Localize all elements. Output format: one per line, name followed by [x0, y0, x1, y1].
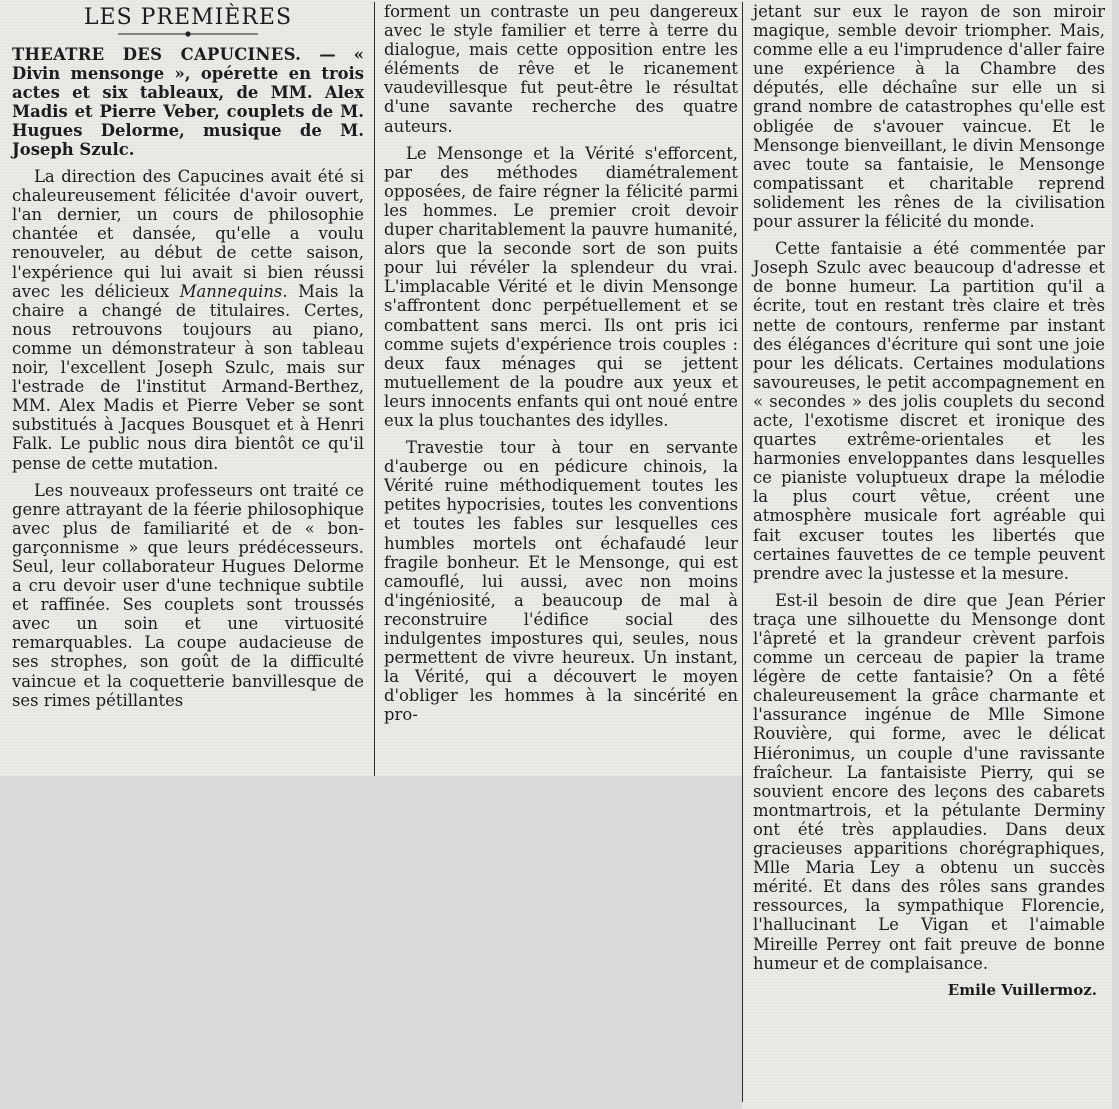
title-ornament-icon: [118, 31, 258, 37]
column-rule: [374, 2, 375, 776]
lead-text: — « Divin mensonge », opérette en trois actes et six tableaux, de MM. Alex Madis et Pierre Veber, couplets de M. Hugues Delorme, musique de M. Joseph Szulc.: [12, 45, 364, 160]
paragraph: Cette fantaisie a été commentée par Joseph Szulc avec beaucoup d'adresse et de bonne humeur. La partition qu'il a écrite, tout en restant très claire et très nette de contours, renferme par instant des élégances d'écriture qui sont une joie pour les délicats. Certaines modulations savoureuses, le petit accompagnement en « secondes » des jolis couplets du second acte, l'exotisme discret et ironique des quartes extrême-orientales et les harmonies enveloppantes dans lesquelles ce pianiste voluptueux drape la mélodie la plus court vêtue, créent une atmosphère musicale fort agréable qui fait excuser toutes les libertés que certaines fauvettes de ce temple peuvent prendre avec la justesse et la mesure.: [753, 239, 1105, 583]
paragraph: [12, 167, 364, 473]
column-1: [12, 6, 364, 710]
paragraph: Le Mensonge et la Vérité s'efforcent, par des méthodes diamétralement opposées, de faire régner la félicité parmi les hommes. Le premier croit devoir duper charitablement la pauvre humanité, alors que la seconde sort de son puits pour lui révéler la splendeur du vrai. L'implacable Vérité et le divin Mensonge s'affrontent donc perpétuellement et se combattent sans merci. Ils ont pris ici comme sujets d'expérience trois couples : deux faux ménages qui se jettent mutuellement de la poudre aux yeux et leurs innocents enfants qui ont noué entre eux la plus touchantes des idylles.: [384, 143, 738, 430]
article-lead: [12, 45, 364, 159]
column-2: [384, 2, 738, 724]
paragraph-text: . Mais la chaire a changé de titulaires. Certes, nous retrouvons toujours au piano, comme un démonstrateur à son tableau noir, l'excellent Joseph Szulc, mais sur l'estrade de l'institut Armand-Berthez, MM. Alex Madis et Pierre Veber se sont substitués à Jacques Bousquet et à Henri Falk. Le public nous dira bientôt ce qu'il pense de cette mutation.: [12, 281, 364, 473]
author-signature: Emile Vuillermoz.: [947, 980, 1097, 999]
work-title: Mannequins: [179, 281, 283, 301]
section-title: LES PREMIÈRES: [83, 5, 293, 30]
column-3: [753, 2, 1105, 1000]
paragraph: Les nouveaux professeurs ont traité ce genre attrayant de la féerie philosophique avec plus de familiarité et de « bon-garçonnisme » que leurs prédécesseurs. Seul, leur collaborateur Hugues Delorme a cru devoir user d'une technique subtile et raffinée. Ses couplets sont troussés avec un soin et une virtuosité remarquables. La coupe audacieuse de ses strophes, son goût de la difficulté vaincue et la coquetterie banvillesque de ses rimes pétillantes: [12, 480, 364, 710]
column-rule: [742, 2, 743, 1102]
theatre-name: THEATRE DES CAPUCINES.: [12, 45, 302, 65]
paragraph: Travestie tour à tour en servante d'auberge ou en pédicure chinois, la Vérité ruine méthodiquement toutes les petites hypocrisies, toutes les conventions et toutes les fables sur lesquelles ces humbles mortels ont échafaudé leur fragile bonheur. Et le Mensonge, qui est camouflé, lui aussi, avec non moins d'ingéniosité, a beaucoup de mal à reconstruire l'édifice social des indulgentes impostures qui, seules, nous permettent de vivre heureux. Un instant, la Vérité, qui a découvert le moyen d'obliger les hommes à la sincérité en pro-: [384, 438, 738, 725]
paragraph-text: La direction des Capucines avait été si chaleureusement félicitée d'avoir ouvert, l'an dernier, un cours de philosophie chantée et dansée, qu'elle a voulu renouveler, au début de cette saison, l'expérience qui lui avait si bien réussi avec les délicieux: [12, 167, 364, 301]
paragraph: jetant sur eux le rayon de son miroir magique, semble devoir triompher. Mais, comme elle a eu l'imprudence d'aller faire une expérience à la Chambre des députés, elle déchaîne sur elle un si grand nombre de catastrophes qu'elle est obligée de s'avouer vaincue. Et le Mensonge bienveillant, le divin Mensonge avec toute sa fantaisie, le Mensonge compatissant et charitable reprend solidement les rênes de la civilisation pour assurer la félicité du monde.: [753, 2, 1105, 232]
paragraph: Est-il besoin de dire que Jean Périer traça une silhouette du Mensonge dont l'âpreté et la grandeur crèvent parfois comme un cerceau de papier la trame légère de cette fantaisie? On a fêté chaleureusement la grâce charmante et l'assurance ingénue de Mlle Simone Rouvière, qui forme, avec le délicat Hiéronimus, un couple d'une ravissante fraîcheur. La fantaisiste Pierry, qui se souvient encore des leçons des cabarets montmartrois, et la pétulante Derminy ont été très applaudies. Dans deux gracieuses apparitions chorégraphiques, Mlle Maria Ley a obtenu un succès mérité. Et dans des rôles sans grandes ressources, la sympathique Florencie, l'hallucinant Le Vigan et l'aimable Mireille Perrey ont fait preuve de bonne humeur et de complaisance.: [753, 590, 1105, 973]
paragraph: forment un contraste un peu dangereux avec le style familier et terre à terre du dialogue, mais cette opposition entre les éléments de rêve et le ricanement vaudevillesque fut peut-être le résultat d'une savante recherche des quatre auteurs.: [384, 2, 738, 136]
